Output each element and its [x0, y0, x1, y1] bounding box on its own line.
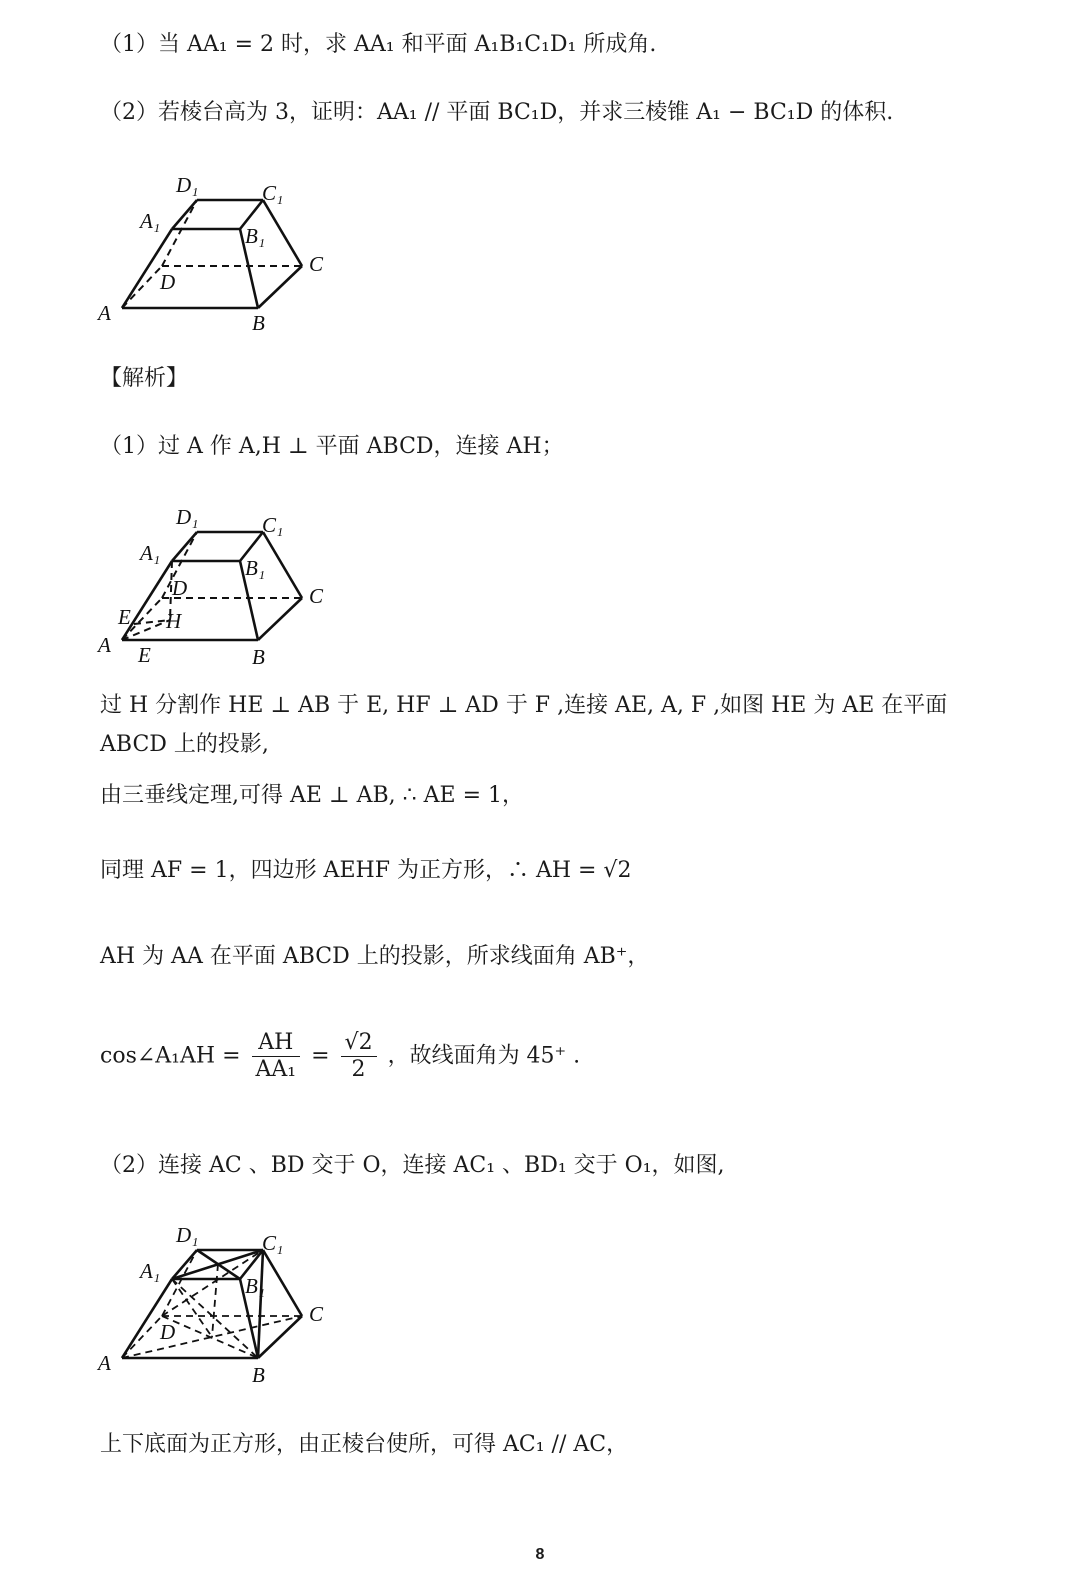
fig1-label-d: D [160, 270, 176, 294]
fig3-label-c1: C₁ [262, 1231, 284, 1255]
cos-lhs: cos∠A₁AH = [100, 1043, 241, 1069]
solution-1-step-3: 同理 AF = 1，四边形 AEHF 为正方形，∴ AH = √2 [100, 858, 632, 883]
fig3-label-b: B [252, 1363, 265, 1387]
fig1-label-c: C [309, 252, 324, 276]
fraction-1-numerator: AH [252, 1030, 301, 1057]
fig3-label-b1: B₁ [245, 1274, 266, 1298]
fig2-label-d: D [172, 576, 188, 600]
fig2-label-a: A [98, 633, 111, 657]
fig2-label-d1: D₁ [176, 505, 199, 529]
fraction-2-denominator: 2 [351, 1057, 366, 1083]
fig2-label-e-left: E [118, 605, 131, 629]
solution-1-step-1b: ABCD 上的投影, [100, 732, 269, 757]
page-number: 8 [535, 1546, 545, 1563]
fig2-label-b1: B₁ [245, 556, 266, 580]
fig1-label-c1: C₁ [262, 181, 284, 205]
question-2: （2）若棱台高为 3，证明：AA₁ // 平面 BC₁D，并求三棱锥 A₁ − BC₁D 的体积. [100, 100, 894, 125]
equals-sign: = [311, 1043, 330, 1069]
cos-conclusion: ，故线面角为 45⁺ . [387, 1043, 581, 1069]
fraction-ah-over-aa1 [252, 1030, 301, 1084]
solution-1-intro: （1）过 A 作 A,H ⊥ 平面 ABCD，连接 AH； [100, 434, 564, 459]
frustum-figure-2 [90, 502, 350, 672]
fig3-label-a: A [98, 1351, 111, 1375]
fig1-label-a: A [98, 301, 111, 325]
fig3-label-d: D [160, 1320, 176, 1344]
fig2-label-c: C [309, 584, 324, 608]
fig1-label-b1: B₁ [245, 224, 266, 248]
fig2-label-a1: A₁ [140, 541, 161, 565]
question-1: （1）当 AA₁ = 2 时，求 AA₁ 和平面 A₁B₁C₁D₁ 所成角. [100, 32, 657, 57]
fig3-label-d1: D₁ [176, 1223, 199, 1247]
fig2-label-b: B [252, 645, 265, 669]
solution-1-step-2: 由三垂线定理,可得 AE ⊥ AB, ∴ AE = 1， [100, 783, 525, 808]
solution-1-step-4: AH 为 AA 在平面 ABCD 上的投影，所求线面角 AB⁺， [100, 944, 650, 969]
solution-1-cosine-equation [100, 1030, 580, 1084]
fig2-label-c1: C₁ [262, 513, 284, 537]
solution-1-step-1a: 过 H 分割作 HE ⊥ AB 于 E, HF ⊥ AD 于 F ,连接 AE, A, F ,如图 HE 为 AE 在平面 [100, 693, 948, 718]
fig3-label-c: C [309, 1302, 324, 1326]
fig2-label-e-bottom: E [138, 643, 151, 667]
fig2-label-h: H [166, 609, 182, 633]
fraction-root2-over-2 [341, 1030, 377, 1084]
fig1-label-d1: D₁ [176, 173, 199, 197]
fig1-label-b: B [252, 311, 265, 335]
solution-2-intro: （2）连接 AC 、BD 交于 O，连接 AC₁ 、BD₁ 交于 O₁，如图, [100, 1153, 725, 1178]
solution-2-step-1: 上下底面为正方形，由正棱台使所，可得 AC₁ // AC， [100, 1432, 629, 1457]
fraction-2-numerator: √2 [341, 1030, 377, 1057]
fraction-1-denominator: AA₁ [255, 1057, 297, 1083]
fig1-label-a1: A₁ [140, 209, 161, 233]
frustum-figure-1 [90, 170, 350, 340]
frustum-figure-3 [90, 1220, 350, 1390]
fig3-label-a1: A₁ [140, 1259, 161, 1283]
solution-heading: 【解析】 [100, 366, 189, 391]
